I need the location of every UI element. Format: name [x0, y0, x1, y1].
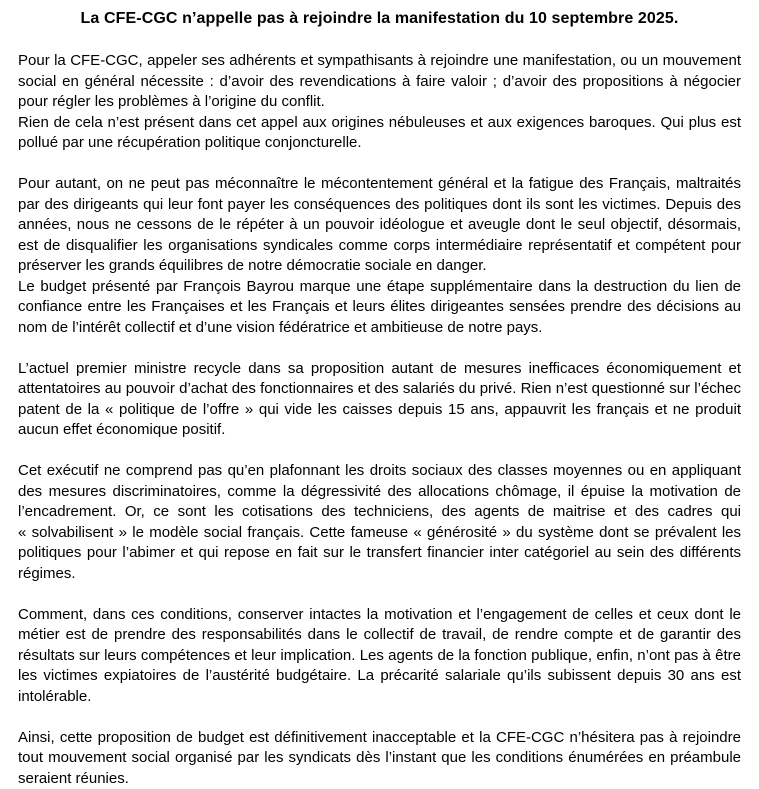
document-title: La CFE-CGC n’appelle pas à rejoindre la manifestation du 10 septembre 2025.: [18, 8, 741, 29]
paragraph-rien-de-cela: Rien de cela n’est présent dans cet appel aux origines nébuleuses et aux exigences baroques. Qui plus est pollué par une récupération politique conjoncturelle.: [18, 113, 741, 154]
paragraph-budget-bayrou: Le budget présenté par François Bayrou marque une étape supplémentaire dans la destruction du lien de confiance entre les Françaises et les Français et leurs élites dirigeantes sensées prendre des décisions au nom de l’intérêt collectif et d’une vision fédératrice et ambitieuse de notre pays.: [18, 277, 741, 339]
paragraph-conclusion: Ainsi, cette proposition de budget est définitivement inacceptable et la CFE-CGC n’hésitera pas à rejoindre tout mouvement social organisé par les syndicats dès l’instant que les conditions énumérées en préambule seraient réunies.: [18, 728, 741, 789]
paragraph-intro: Pour la CFE-CGC, appeler ses adhérents et sympathisants à rejoindre une manifestation, ou un mouvement social en général nécessite : d’avoir des revendications à faire valoir ; d’avoir des propositions à négocier pour régler les problèmes à l’origine du conflit.: [18, 51, 741, 113]
paragraph-conditions: Comment, dans ces conditions, conserver intactes la motivation et l’engagement de celles et ceux dont le métier est de prendre des responsabilités dans le collectif de travail, de rendre compte et de garantir des résultats sur leurs compétences et leur implication. Les agents de la fonction publique, enfin, n’ont pas à être les victimes expiatoires de l’austérité budgétaire. La précarité salariale qu’ils subissent depuis 30 ans est intolérable.: [18, 605, 741, 708]
paragraph-premier-ministre: L’actuel premier ministre recycle dans sa proposition autant de mesures inefficaces économiquement et attentatoires au pouvoir d’achat des fonctionnaires et des salariés du privé. Rien n’est questionné sur l’échec patent de la « politique de l’offre » qui vide les caisses depuis 15 ans, appauvrit les français et ne produit aucun effet économique positif.: [18, 359, 741, 441]
paragraph-executif: Cet exécutif ne comprend pas qu’en plafonnant les droits sociaux des classes moyennes ou en appliquant des mesures discriminatoires, comme la dégressivité des allocations chômage, il épuise la motivation de l’encadrement. Or, ce sont les cotisations des techniciens, des agents de maitrise et des cadres qui « solvabilisent » le modèle social français. Cette fameuse « générosité » du système dont se prévalent les politiques pour l’abimer et qui repose en fait sur le transfert financier inter catégoriel au sein des différents régimes.: [18, 461, 741, 584]
paragraph-pour-autant: Pour autant, on ne peut pas méconnaître le mécontentement général et la fatigue des Français, maltraités par des dirigeants qui leur font payer les conséquences des politiques dont ils sont les victimes. Depuis des années, nous ne cessons de le répéter à un pouvoir idéologue et aveugle dont le seul objectif, désormais, est de disqualifier les organisations syndicales comme corps intermédiaire représentatif et compétent pour préserver les grands équilibres de notre démocratie sociale en danger.: [18, 174, 741, 277]
